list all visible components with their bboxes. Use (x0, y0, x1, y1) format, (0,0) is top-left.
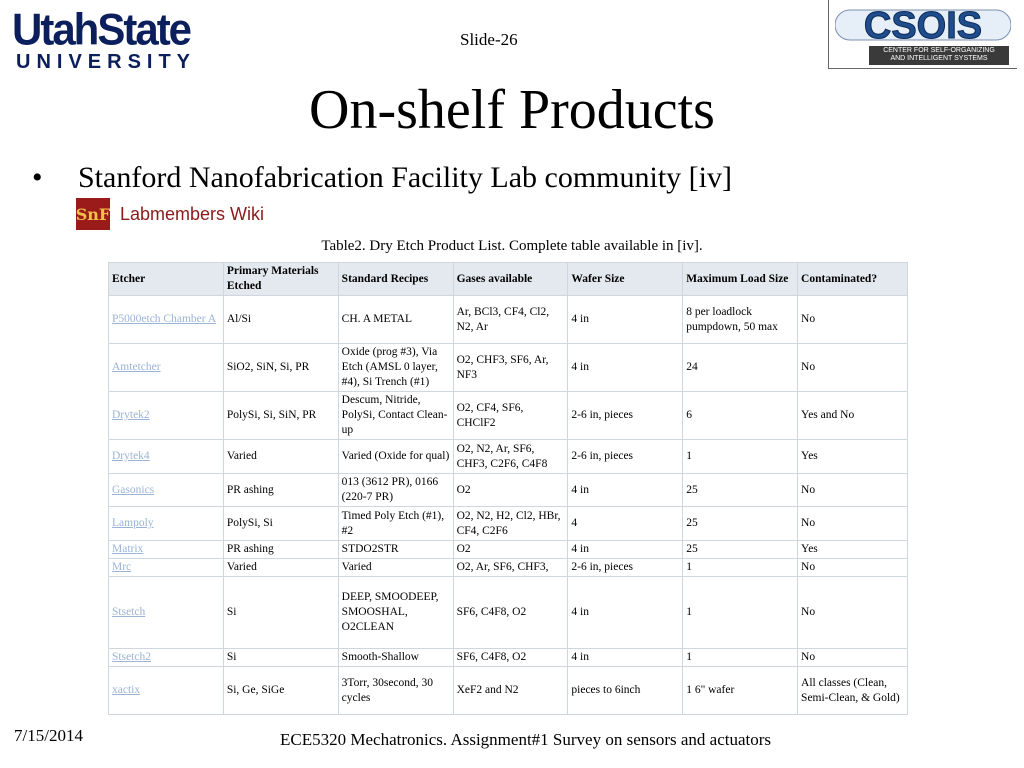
table-cell: Varied (Oxide for qual) (338, 440, 453, 474)
table-row (109, 440, 908, 474)
etcher-link[interactable]: P5000etch Chamber A (109, 296, 224, 344)
table-cell: 1 (683, 440, 798, 474)
table-cell: 4 in (568, 649, 683, 667)
table-header-row (109, 263, 908, 296)
table-cell: No (798, 474, 908, 507)
table-cell: O2 (453, 474, 568, 507)
table-cell: O2 (453, 541, 568, 559)
table-cell: 4 (568, 507, 683, 541)
etcher-link[interactable]: Gasonics (109, 474, 224, 507)
table-cell: Timed Poly Etch (#1), #2 (338, 507, 453, 541)
table-cell: O2, CHF3, SF6, Ar, NF3 (453, 344, 568, 392)
table-cell: SiO2, SiN, Si, PR (223, 344, 338, 392)
table-cell: Varied (338, 559, 453, 577)
etcher-link[interactable]: Stsetch2 (109, 649, 224, 667)
table-cell: No (798, 577, 908, 649)
csois-sub-line1: CENTER FOR SELF-ORGANIZING (883, 47, 995, 54)
table-cell: 2-6 in, pieces (568, 440, 683, 474)
table-cell: 2-6 in, pieces (568, 392, 683, 440)
table-cell: SF6, C4F8, O2 (453, 577, 568, 649)
table-cell: Smooth-Shallow (338, 649, 453, 667)
table-row (109, 649, 908, 667)
table-cell: O2, Ar, SF6, CHF3, (453, 559, 568, 577)
footer-date: 7/15/2014 (14, 726, 83, 745)
wiki-label: Labmembers Wiki (120, 203, 265, 224)
table-cell: PolySi, Si, SiN, PR (223, 392, 338, 440)
table-cell: Si, Ge, SiGe (223, 667, 338, 715)
etcher-link[interactable]: xactix (109, 667, 224, 715)
table-cell: Oxide (prog #3), Via Etch (AMSL 0 layer, #4), Si Trench (#1) (338, 344, 453, 392)
table-cell: 24 (683, 344, 798, 392)
etcher-link[interactable]: Lampoly (109, 507, 224, 541)
table-cell: No (798, 559, 908, 577)
footer-text: ECE5320 Mechatronics. Assignment#1 Survey on sensors and actuators (280, 730, 772, 749)
csois-logo-mark (835, 2, 1011, 46)
table-cell: DEEP, SMOODEEP, SMOOSHAL, O2CLEAN (338, 577, 453, 649)
table-row (109, 541, 908, 559)
table-cell: Si (223, 577, 338, 649)
table-cell: 6 (683, 392, 798, 440)
table-cell: pieces to 6inch (568, 667, 683, 715)
table-cell: O2, CF4, SF6, CHClF2 (453, 392, 568, 440)
table-cell: Varied (223, 559, 338, 577)
etcher-link[interactable]: Mrc (109, 559, 224, 577)
table-cell: Varied (223, 440, 338, 474)
table-caption: Table2. Dry Etch Product List. Complete table available in [iv]. (321, 238, 703, 254)
table-row (109, 392, 908, 440)
bullet-item (32, 160, 732, 196)
table-cell: 013 (3612 PR), 0166 (220-7 PR) (338, 474, 453, 507)
table-cell: Yes and No (798, 392, 908, 440)
etcher-link[interactable]: Drytek4 (109, 440, 224, 474)
dry-etch-table (108, 262, 908, 715)
table-cell: PR ashing (223, 541, 338, 559)
table-row (109, 344, 908, 392)
table-cell: STDO2STR (338, 541, 453, 559)
snf-logo-icon: SnF (76, 198, 110, 230)
table-cell: Descum, Nitride, PolySi, Contact Clean-up (338, 392, 453, 440)
table-cell: 1 6" wafer (683, 667, 798, 715)
usu-logo-top: UtahState (12, 4, 191, 55)
column-header: Gases available (453, 263, 568, 296)
etcher-link[interactable]: Stsetch (109, 577, 224, 649)
etcher-link[interactable]: Matrix (109, 541, 224, 559)
table-row (109, 559, 908, 577)
table-row (109, 577, 908, 649)
csois-sub-line2: AND INTELLIGENT SYSTEMS (890, 55, 988, 62)
table-cell: 3Torr, 30second, 30 cycles (338, 667, 453, 715)
bullet-dot: • (32, 161, 43, 194)
table-cell: Ar, BCl3, CF4, Cl2, N2, Ar (453, 296, 568, 344)
table-row (109, 667, 908, 715)
table-cell: 1 (683, 577, 798, 649)
table-cell: Yes (798, 541, 908, 559)
table-cell: 25 (683, 507, 798, 541)
table-cell: O2, N2, H2, Cl2, HBr, CF4, C2F6 (453, 507, 568, 541)
column-header: Wafer Size (568, 263, 683, 296)
table-cell: 4 in (568, 296, 683, 344)
table-body (109, 296, 908, 715)
table-cell: Al/Si (223, 296, 338, 344)
table-cell: 8 per loadlock pumpdown, 50 max (683, 296, 798, 344)
csois-logo-subtitle (869, 46, 1009, 65)
table-row (109, 296, 908, 344)
column-header: Primary Materials Etched (223, 263, 338, 296)
table-cell: 4 in (568, 577, 683, 649)
column-header: Maximum Load Size (683, 263, 798, 296)
table-cell: 25 (683, 541, 798, 559)
table-cell: Si (223, 649, 338, 667)
csois-logo-text: CSOIS (863, 5, 983, 46)
etcher-link[interactable]: Amtetcher (109, 344, 224, 392)
bullet-text: Stanford Nanofabrication Facility Lab community [iv] (78, 161, 732, 194)
column-header: Etcher (109, 263, 224, 296)
column-header: Standard Recipes (338, 263, 453, 296)
table-cell: 1 (683, 559, 798, 577)
table-row (109, 474, 908, 507)
table-cell: XeF2 and N2 (453, 667, 568, 715)
labmembers-wiki-logo[interactable] (76, 198, 264, 230)
table-cell: 25 (683, 474, 798, 507)
slide-title: On-shelf Products (309, 79, 715, 141)
table-cell: CH. A METAL (338, 296, 453, 344)
table-cell: 4 in (568, 474, 683, 507)
table-cell: 1 (683, 649, 798, 667)
csois-logo (828, 0, 1017, 69)
table-cell: PR ashing (223, 474, 338, 507)
table-cell: No (798, 296, 908, 344)
column-header: Contaminated? (798, 263, 908, 296)
table-cell: PolySi, Si (223, 507, 338, 541)
table-cell: No (798, 344, 908, 392)
table-cell: Yes (798, 440, 908, 474)
table-row (109, 507, 908, 541)
utah-state-logo (12, 4, 202, 74)
table-cell: O2, N2, Ar, SF6, CHF3, C2F6, C4F8 (453, 440, 568, 474)
table-cell: All classes (Clean, Semi-Clean, & Gold) (798, 667, 908, 715)
usu-logo-bottom: UNIVERSITY (16, 51, 197, 73)
table-cell: SF6, C4F8, O2 (453, 649, 568, 667)
table-cell: No (798, 649, 908, 667)
table-cell: 4 in (568, 344, 683, 392)
table-cell: 2-6 in, pieces (568, 559, 683, 577)
table-cell: No (798, 507, 908, 541)
slide-number: Slide-26 (460, 30, 518, 49)
table-cell: 4 in (568, 541, 683, 559)
etcher-link[interactable]: Drytek2 (109, 392, 224, 440)
